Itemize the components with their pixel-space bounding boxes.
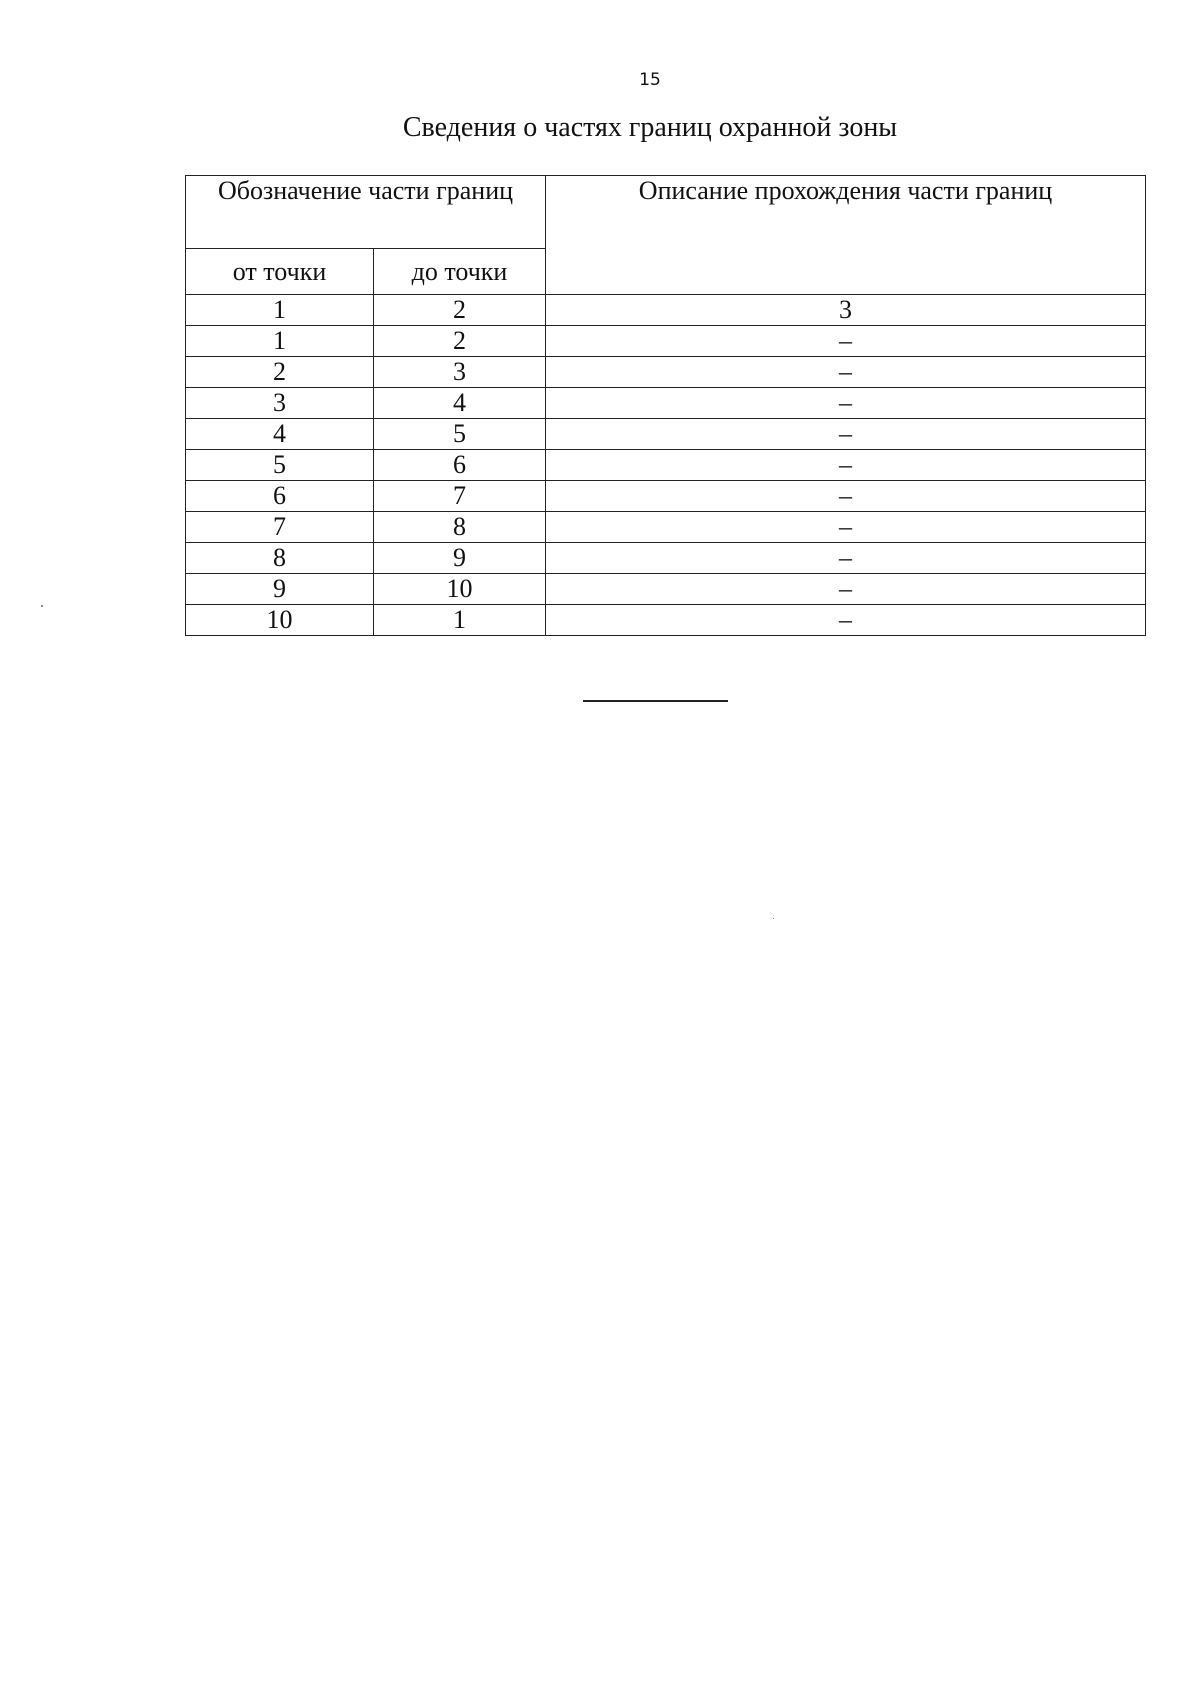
column-number: 1 <box>186 295 374 326</box>
table-header <box>186 176 1146 295</box>
to-point-cell: 4 <box>374 388 546 419</box>
table-row <box>186 605 1146 636</box>
from-point-cell: 2 <box>186 357 374 388</box>
to-point-cell: 7 <box>374 481 546 512</box>
from-point-cell: 6 <box>186 481 374 512</box>
description-cell: – <box>546 357 1146 388</box>
table-row <box>186 326 1146 357</box>
document-title: Сведения о частях границ охранной зоны <box>402 112 898 143</box>
description-cell: – <box>546 326 1146 357</box>
table-row <box>186 419 1146 450</box>
table-row <box>186 450 1146 481</box>
table-row <box>186 543 1146 574</box>
to-point-cell: 1 <box>374 605 546 636</box>
description-cell: – <box>546 543 1146 574</box>
from-point-cell: 3 <box>186 388 374 419</box>
from-point-cell: 4 <box>186 419 374 450</box>
description-cell: – <box>546 512 1146 543</box>
end-divider-line <box>583 700 728 702</box>
table-row <box>186 388 1146 419</box>
page-number: 15 <box>639 70 661 90</box>
scan-speck <box>773 918 774 919</box>
table-row <box>186 512 1146 543</box>
boundary-parts-table <box>185 175 1146 636</box>
from-point-cell: 9 <box>186 574 374 605</box>
description-cell: – <box>546 481 1146 512</box>
description-cell: – <box>546 388 1146 419</box>
header-boundary-designation: Обозначение части границ <box>186 176 546 249</box>
column-number: 2 <box>374 295 546 326</box>
to-point-cell: 8 <box>374 512 546 543</box>
to-point-cell: 2 <box>374 326 546 357</box>
table-row <box>186 574 1146 605</box>
to-point-cell: 6 <box>374 450 546 481</box>
from-point-cell: 5 <box>186 450 374 481</box>
to-point-cell: 10 <box>374 574 546 605</box>
table-body <box>186 295 1146 636</box>
to-point-cell: 5 <box>374 419 546 450</box>
description-cell: – <box>546 419 1146 450</box>
from-point-cell: 1 <box>186 326 374 357</box>
column-number-row <box>186 295 1146 326</box>
from-point-cell: 8 <box>186 543 374 574</box>
header-to-point: до точки <box>374 249 546 295</box>
column-number: 3 <box>546 295 1146 326</box>
scan-speck <box>41 605 43 607</box>
description-cell: – <box>546 450 1146 481</box>
table-row <box>186 481 1146 512</box>
from-point-cell: 7 <box>186 512 374 543</box>
description-cell: – <box>546 574 1146 605</box>
from-point-cell: 10 <box>186 605 374 636</box>
to-point-cell: 3 <box>374 357 546 388</box>
table-row <box>186 357 1146 388</box>
description-cell: – <box>546 605 1146 636</box>
header-boundary-description: Описание прохождения части границ <box>546 176 1146 295</box>
to-point-cell: 9 <box>374 543 546 574</box>
header-from-point: от точки <box>186 249 374 295</box>
